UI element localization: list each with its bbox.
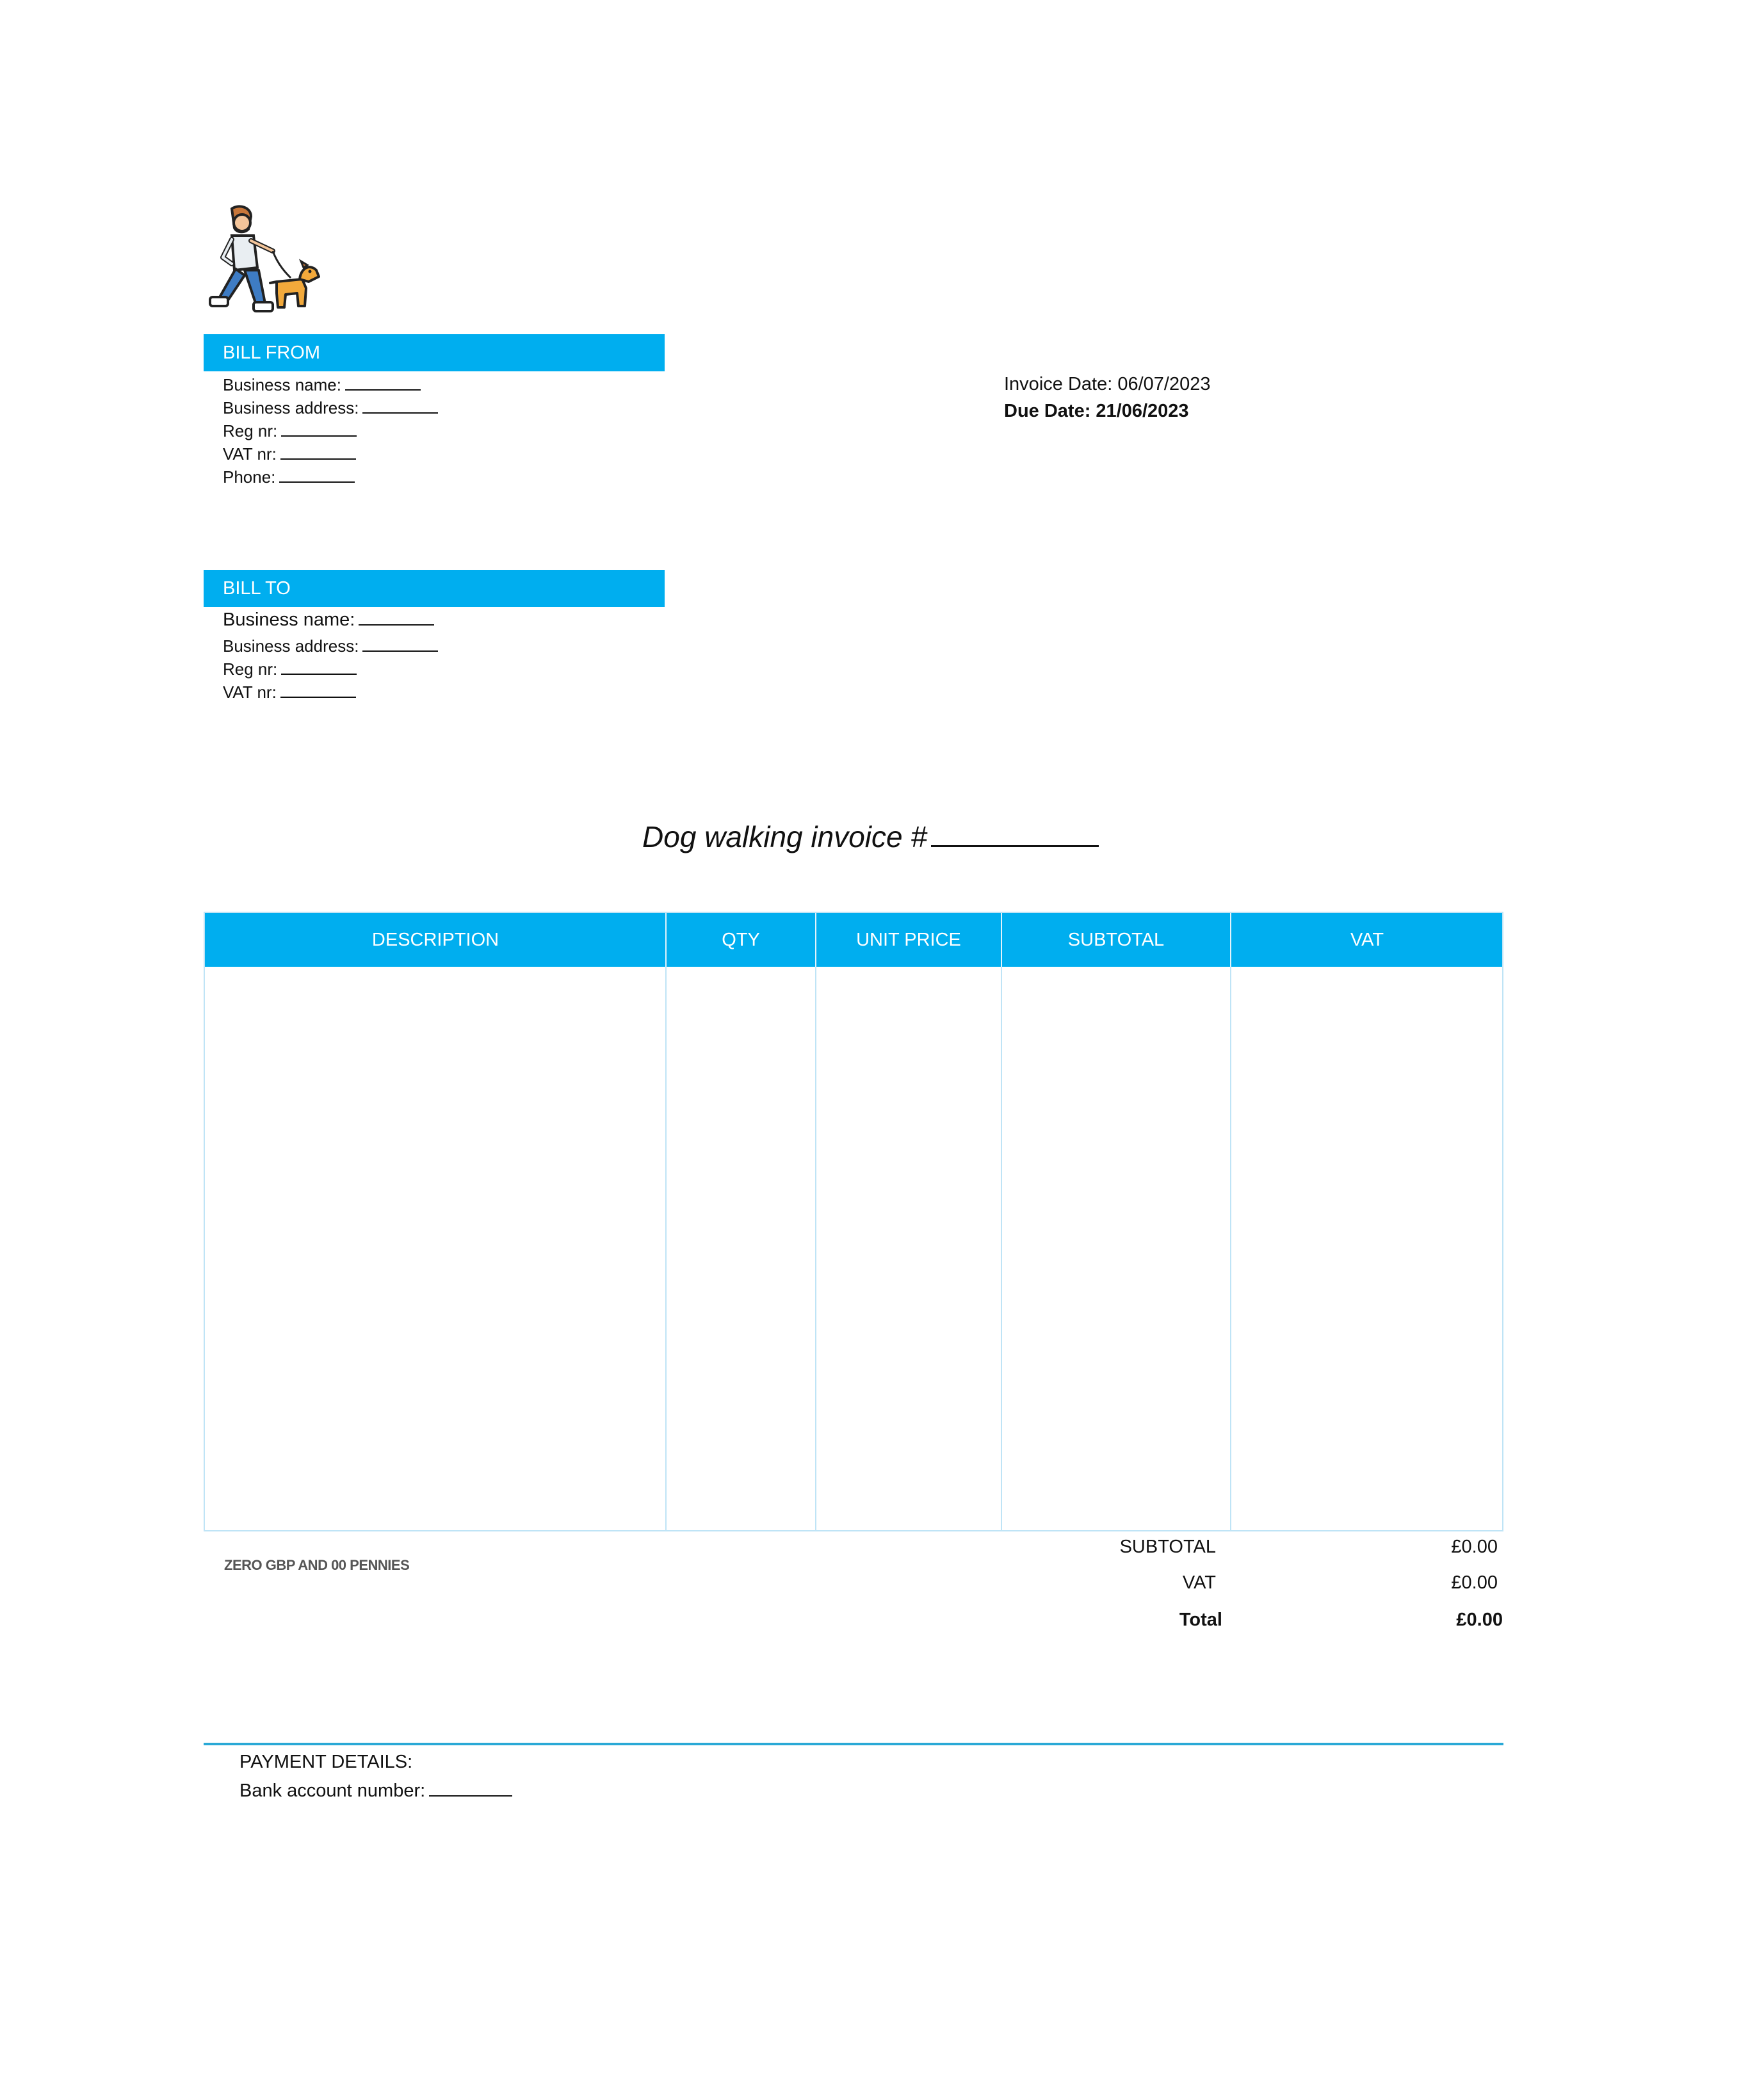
bill-to-reg-nr[interactable]: Reg nr: (223, 659, 357, 679)
subtotal-value: £0.00 (1451, 1537, 1498, 1557)
bank-account-field[interactable]: Bank account number: (239, 1780, 512, 1802)
vat-label: VAT (1182, 1572, 1216, 1593)
subtotal-label: SUBTOTAL (1119, 1537, 1216, 1557)
blank-line (362, 398, 438, 414)
invoice-title: Dog walking invoice # (0, 820, 1741, 854)
bill-from-business-name[interactable]: Business name: (223, 375, 421, 395)
column-divider (815, 913, 816, 1530)
header-divider (1001, 913, 1002, 967)
column-divider (1001, 913, 1002, 1530)
total-label: Total (1179, 1610, 1222, 1630)
col-description-header: DESCRIPTION (371, 930, 499, 950)
blank-line (362, 636, 438, 652)
blank-line (429, 1780, 512, 1797)
col-qty-header: QTY (722, 930, 760, 950)
bill-to-business-name[interactable]: Business name: (223, 610, 434, 631)
header-divider (665, 913, 667, 967)
total-value: £0.00 (1456, 1610, 1503, 1630)
bill-from-phone[interactable]: Phone: (223, 467, 355, 487)
bill-to-heading: BILL TO (204, 570, 665, 607)
bill-from-vat-nr[interactable]: VAT nr: (223, 444, 356, 464)
blank-line (345, 375, 421, 391)
bill-from-heading: BILL FROM (204, 334, 665, 371)
due-date[interactable]: Due Date: 21/06/2023 (1004, 401, 1189, 421)
amount-in-words: ZERO GBP AND 00 PENNIES (224, 1557, 410, 1573)
column-divider (665, 913, 667, 1530)
header-divider (1230, 913, 1231, 967)
col-subtotal-header: SUBTOTAL (1067, 930, 1165, 950)
blank-line (280, 444, 356, 460)
bill-to-vat-nr[interactable]: VAT nr: (223, 682, 356, 702)
line-items-table (204, 912, 1503, 1531)
table-header-row (205, 913, 1502, 967)
header-divider (815, 913, 816, 967)
vat-value: £0.00 (1451, 1572, 1498, 1593)
payment-divider (204, 1743, 1503, 1745)
blank-line (281, 659, 357, 675)
invoice-date[interactable]: Invoice Date: 06/07/2023 (1004, 374, 1211, 394)
blank-line (279, 467, 355, 483)
bill-from-business-address[interactable]: Business address: (223, 398, 438, 418)
bill-from-reg-nr[interactable]: Reg nr: (223, 421, 357, 441)
col-unit-price-header: UNIT PRICE (856, 930, 961, 950)
bill-to-business-address[interactable]: Business address: (223, 636, 438, 656)
blank-line (281, 421, 357, 437)
col-vat-header: VAT (1350, 930, 1384, 950)
blank-line (280, 682, 356, 698)
invoice-number-blank[interactable] (931, 822, 1099, 847)
dog-walker-icon (206, 204, 321, 314)
payment-details-heading: PAYMENT DETAILS: (239, 1752, 413, 1772)
blank-line (359, 610, 434, 626)
column-divider (1230, 913, 1231, 1530)
